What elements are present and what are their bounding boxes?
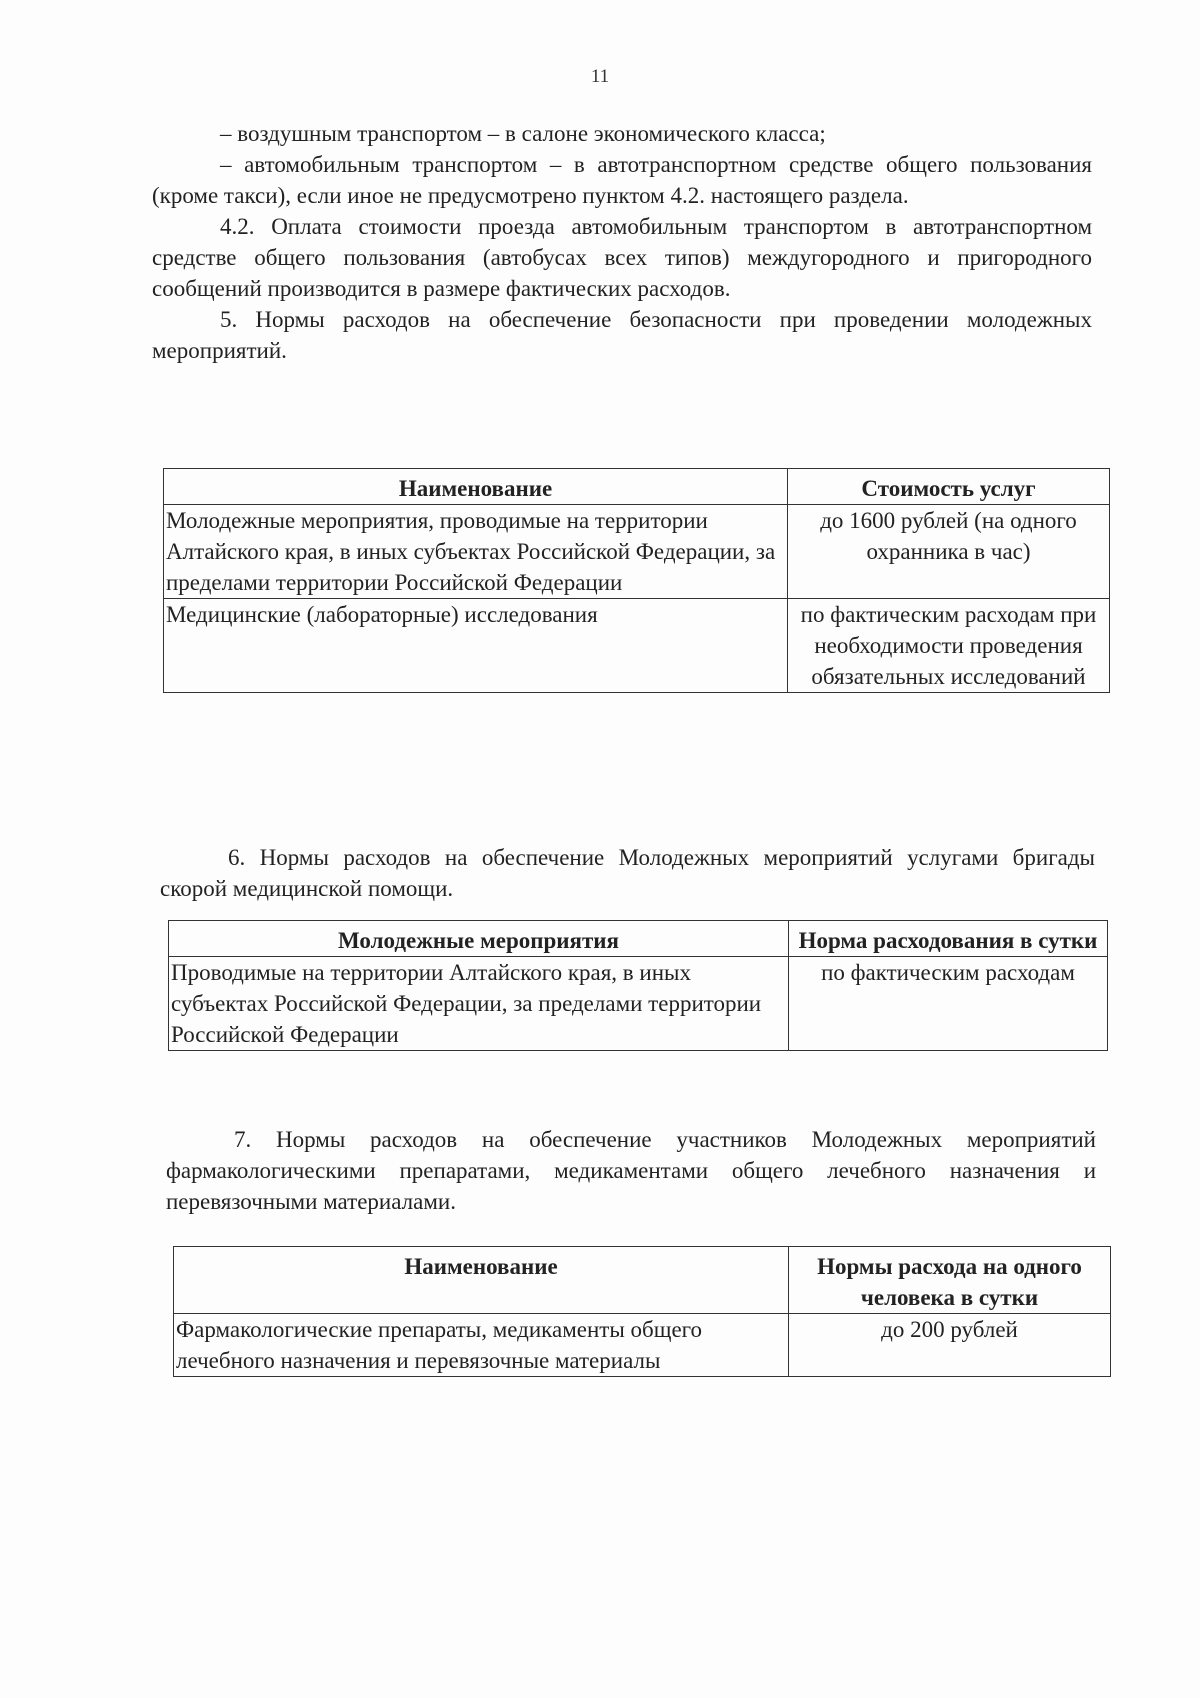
paragraph-item-4-2: 4.2. Оплата стоимости проезда автомобильным транспортом в автотранспортном средстве общего пользования (автобусах всех типов) междугородного и пригородного сообщений производится в размере фактических расходов.: [152, 214, 1092, 301]
section-7: [166, 1124, 1096, 1217]
table-header-row: [174, 1247, 1111, 1314]
section-5-heading: 5. Нормы расходов на обеспечение безопасности при проведении молодежных мероприятий.: [152, 307, 1092, 363]
ambulance-costs-table: [168, 920, 1108, 1051]
table-row: [164, 505, 1110, 599]
section-6-heading: 6. Нормы расходов на обеспечение Молодежных мероприятий услугами бригады скорой медицинской помощи.: [160, 845, 1095, 901]
column-header: Стоимость услуг: [788, 469, 1110, 505]
page-number: 11: [590, 66, 610, 87]
table-row: [169, 957, 1108, 1051]
pharmaceuticals-costs-table: [173, 1246, 1111, 1377]
table-cell-value: по фактическим расходам: [789, 957, 1108, 1051]
paragraph-auto-transport: – автомобильным транспортом – в автотранспортном средстве общего пользования (кроме такси), если иное не предусмотрено пунктом 4.2. настоящего раздела.: [152, 152, 1092, 208]
paragraph-air-transport: – воздушным транспортом – в салоне экономического класса;: [220, 121, 826, 146]
table-cell-name: Фармакологические препараты, медикаменты общего лечебного назначения и перевязочные материалы: [174, 1314, 789, 1377]
table-header-row: [169, 921, 1108, 957]
column-header: Наименование: [174, 1247, 789, 1314]
table-cell-value: по фактическим расходам при необходимости проведения обязательных исследований: [788, 599, 1110, 693]
section-6: [160, 842, 1095, 904]
table-row: [164, 599, 1110, 693]
transport-section: [152, 118, 1092, 366]
column-header: Норма расходования в сутки: [789, 921, 1108, 957]
table-cell-name: Проводимые на территории Алтайского края, в иных субъектах Российской Федерации, за пределами территории Российской Федерации: [169, 957, 789, 1051]
section-7-heading: 7. Нормы расходов на обеспечение участников Молодежных мероприятий фармакологическими препаратами, медикаментами общего лечебного назначения и перевязочными материалами.: [166, 1127, 1096, 1214]
table-row: [174, 1314, 1111, 1377]
table-cell-name: Молодежные мероприятия, проводимые на территории Алтайского края, в иных субъектах Российской Федерации, за пределами территории Российской Федерации: [164, 505, 788, 599]
table-cell-name: Медицинские (лабораторные) исследования: [164, 599, 788, 693]
column-header: Наименование: [164, 469, 788, 505]
security-costs-table: [163, 468, 1110, 693]
table-header-row: [164, 469, 1110, 505]
column-header: Молодежные мероприятия: [169, 921, 789, 957]
column-header: Нормы расхода на одного человека в сутки: [789, 1247, 1111, 1314]
table-cell-value: до 1600 рублей (на одного охранника в час): [788, 505, 1110, 599]
table-cell-value: до 200 рублей: [789, 1314, 1111, 1377]
